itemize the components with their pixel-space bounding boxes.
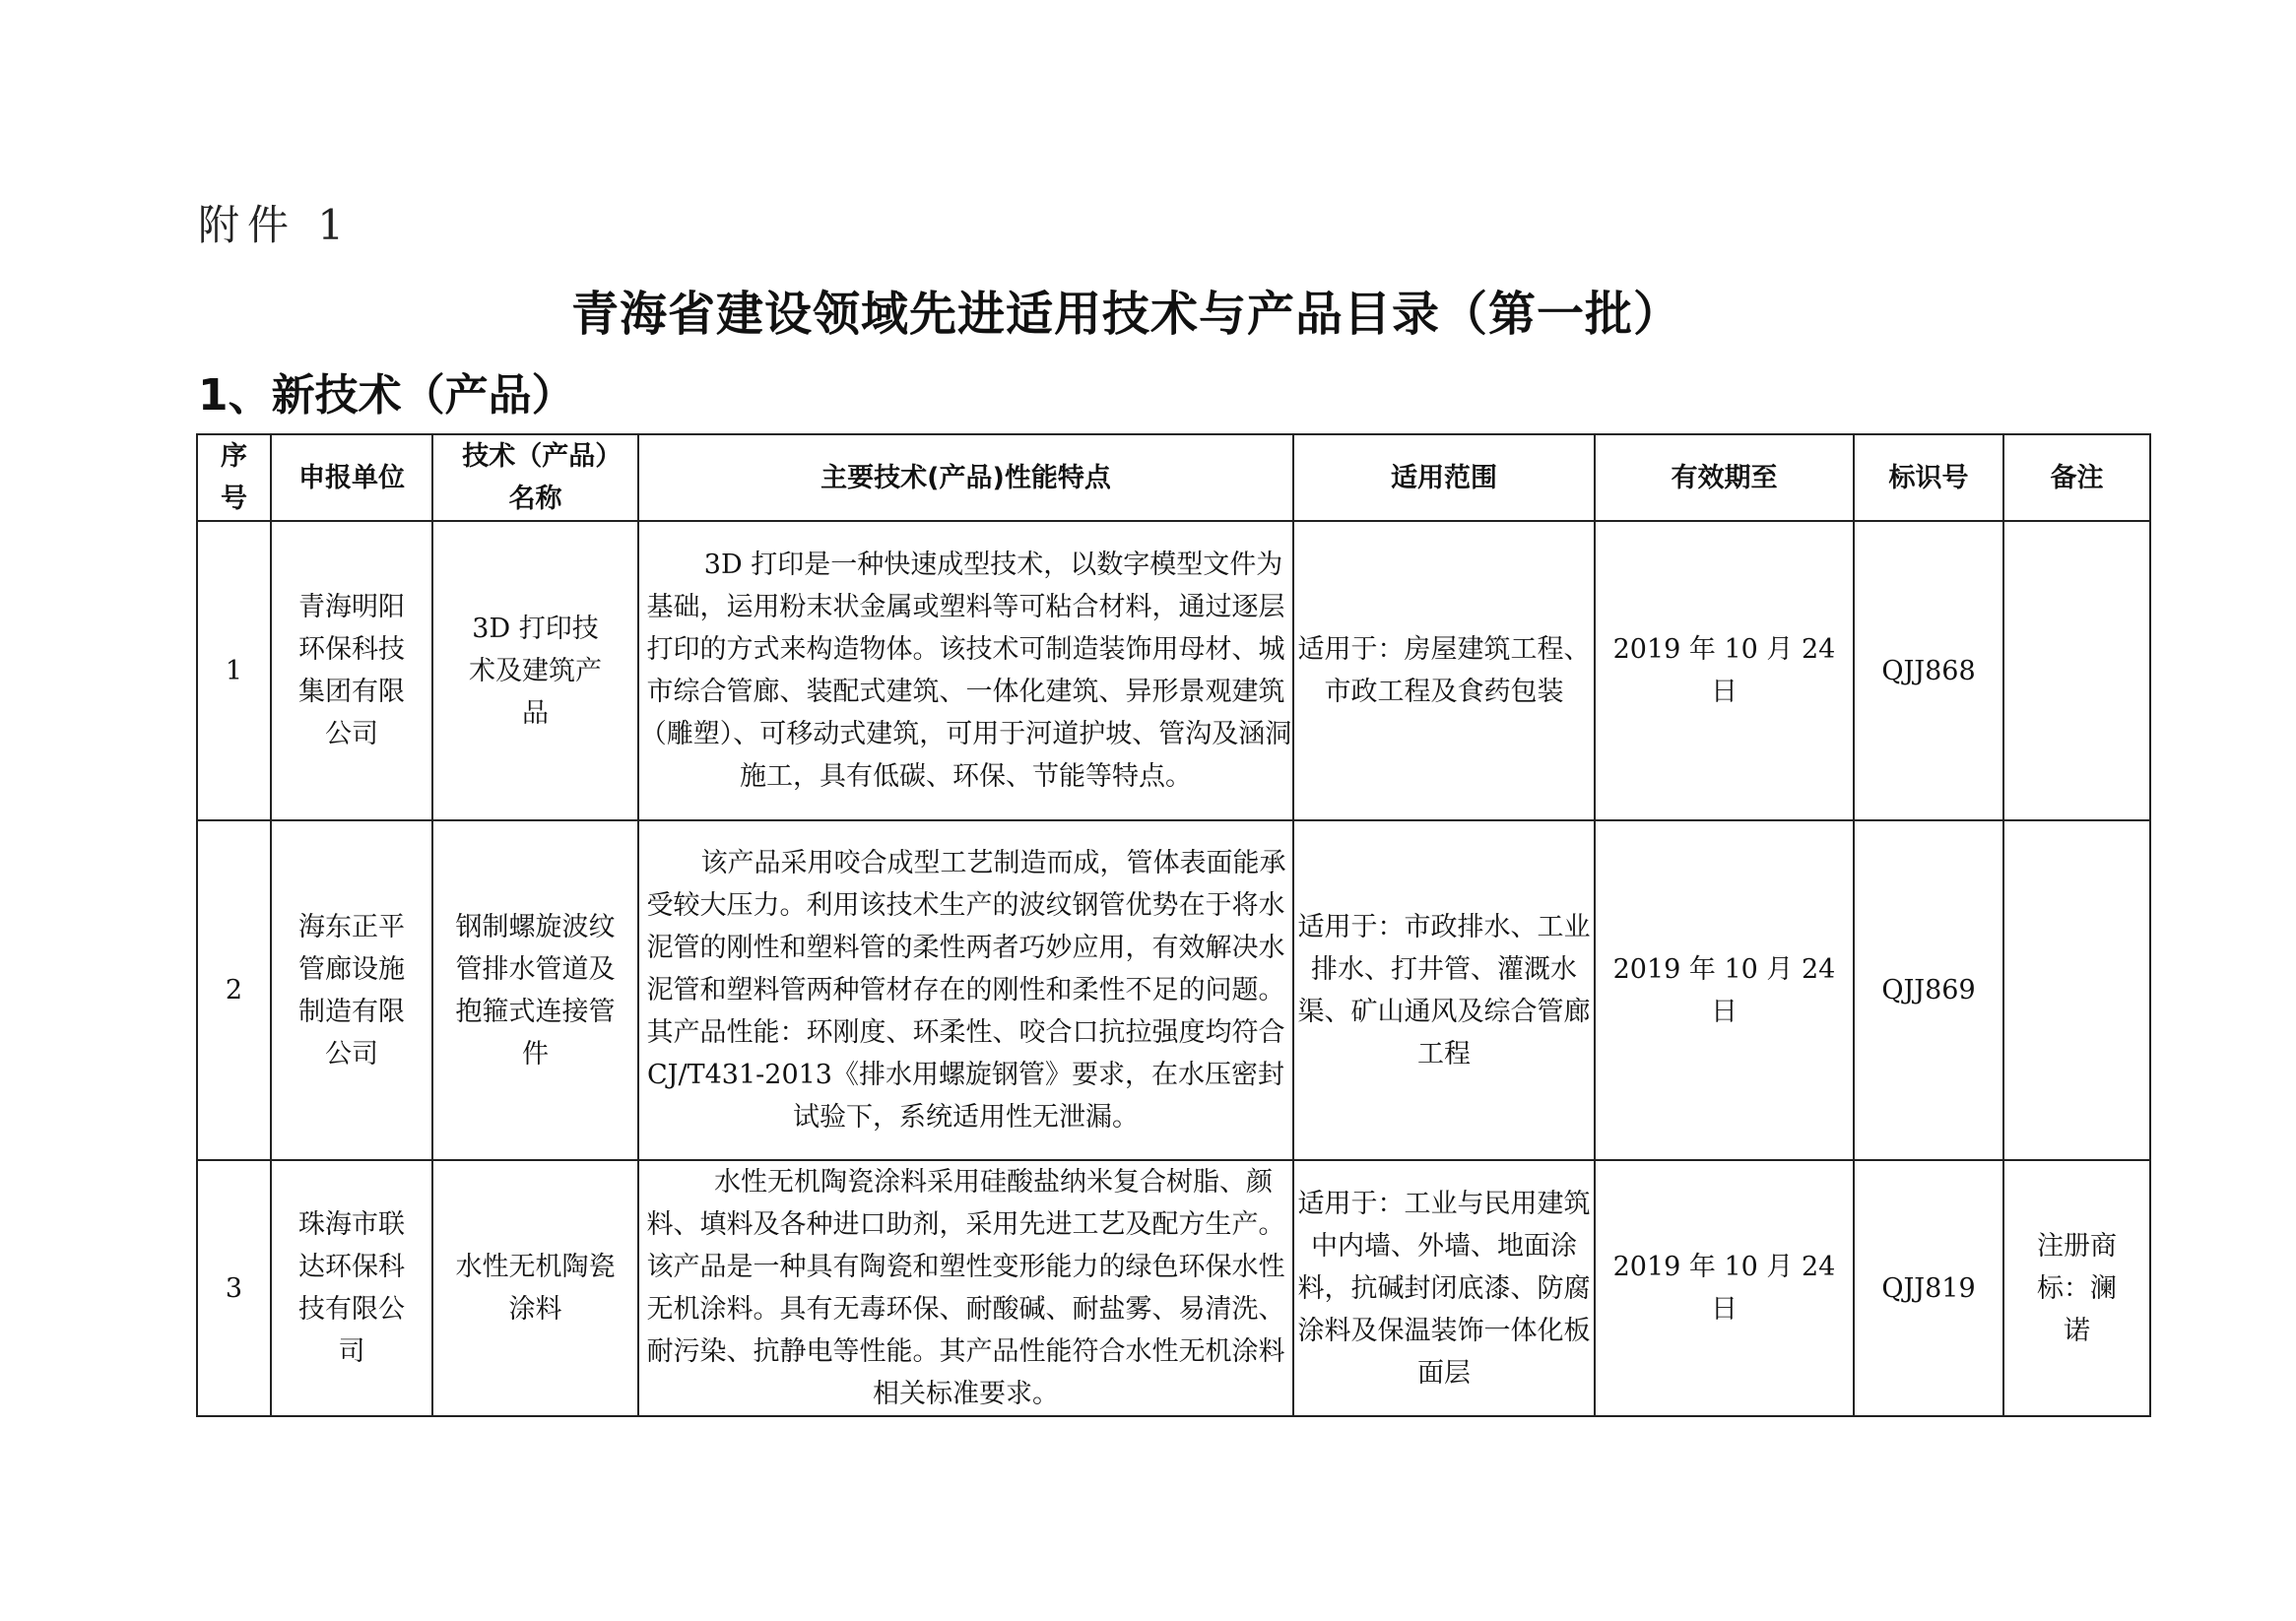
header-id-code: 标识号 xyxy=(1854,434,2003,521)
table-row xyxy=(197,521,2150,820)
cell-valid-until: 2019 年 10 月 24 日 xyxy=(1595,521,1854,820)
cell-scope: 适用于：房屋建筑工程、市政工程及食药包装 xyxy=(1293,521,1595,820)
cell-remarks: 注册商标：澜诺 xyxy=(2003,1160,2150,1416)
header-index: 序号 xyxy=(197,434,271,521)
header-valid-until: 有效期至 xyxy=(1595,434,1854,521)
cell-index: 1 xyxy=(197,521,271,820)
catalog-table xyxy=(196,433,2151,1417)
cell-applicant: 青海明阳环保科技集团有限公司 xyxy=(271,521,432,820)
cell-remarks xyxy=(2003,820,2150,1160)
table-row xyxy=(197,820,2150,1160)
cell-scope: 适用于：工业与民用建筑中内墙、外墙、地面涂料，抗碱封闭底漆、防腐涂料及保温装饰一体化板面层 xyxy=(1293,1160,1595,1416)
cell-name: 钢制螺旋波纹管排水管道及抱箍式连接管件 xyxy=(432,820,638,1160)
cell-index: 2 xyxy=(197,820,271,1160)
cell-applicant: 珠海市联达环保科技有限公司 xyxy=(271,1160,432,1416)
cell-index: 3 xyxy=(197,1160,271,1416)
table-header-row xyxy=(197,434,2150,521)
cell-name: 3D 打印技术及建筑产品 xyxy=(432,521,638,820)
cell-valid-until: 2019 年 10 月 24 日 xyxy=(1595,820,1854,1160)
section-heading: 1、新技术（产品） xyxy=(198,370,575,421)
header-scope: 适用范围 xyxy=(1293,434,1595,521)
cell-applicant: 海东正平管廊设施制造有限公司 xyxy=(271,820,432,1160)
cell-features: 该产品采用咬合成型工艺制造而成，管体表面能承受较大压力。利用该技术生产的波纹钢管优势在于将水泥管的刚性和塑料管的柔性两者巧妙应用，有效解决水泥管和塑料管两种管材存在的刚性和柔性不足的问题。其产品性能：环刚度、环柔性、咬合口抗拉强度均符合 CJ/T431-2013《排水用螺旋钢管》要求，在水压密封试验下，系统适用性无泄漏。 xyxy=(638,820,1293,1160)
cell-id-code: QJJ868 xyxy=(1854,521,2003,820)
cell-remarks xyxy=(2003,521,2150,820)
cell-features: 水性无机陶瓷涂料采用硅酸盐纳米复合树脂、颜料、填料及各种进口助剂，采用先进工艺及配方生产。该产品是一种具有陶瓷和塑性变形能力的绿色环保水性无机涂料。具有无毒环保、耐酸碱、耐盐雾、易清洗、耐污染、抗静电等性能。其产品性能符合水性无机涂料相关标准要求。 xyxy=(638,1160,1293,1416)
cell-id-code: QJJ819 xyxy=(1854,1160,2003,1416)
header-remarks: 备注 xyxy=(2003,434,2150,521)
document-title: 青海省建设领域先进适用技术与产品目录（第一批） xyxy=(571,287,1682,342)
cell-valid-until: 2019 年 10 月 24 日 xyxy=(1595,1160,1854,1416)
attachment-label: 附件 1 xyxy=(198,201,353,249)
header-applicant: 申报单位 xyxy=(271,434,432,521)
cell-features: 3D 打印是一种快速成型技术，以数字模型文件为基础，运用粉末状金属或塑料等可粘合材料，通过逐层打印的方式来构造物体。该技术可制造装饰用母材、城市综合管廊、装配式建筑、一体化建筑、异形景观建筑（雕塑）、可移动式建筑，可用于河道护坡、管沟及涵洞施工，具有低碳、环保、节能等特点。 xyxy=(638,521,1293,820)
cell-scope: 适用于：市政排水、工业排水、打井管、灌溉水渠、矿山通风及综合管廊工程 xyxy=(1293,820,1595,1160)
header-features: 主要技术(产品)性能特点 xyxy=(638,434,1293,521)
header-name: 技术（产品）名称 xyxy=(432,434,638,521)
cell-name: 水性无机陶瓷涂料 xyxy=(432,1160,638,1416)
table-row xyxy=(197,1160,2150,1416)
cell-id-code: QJJ869 xyxy=(1854,820,2003,1160)
